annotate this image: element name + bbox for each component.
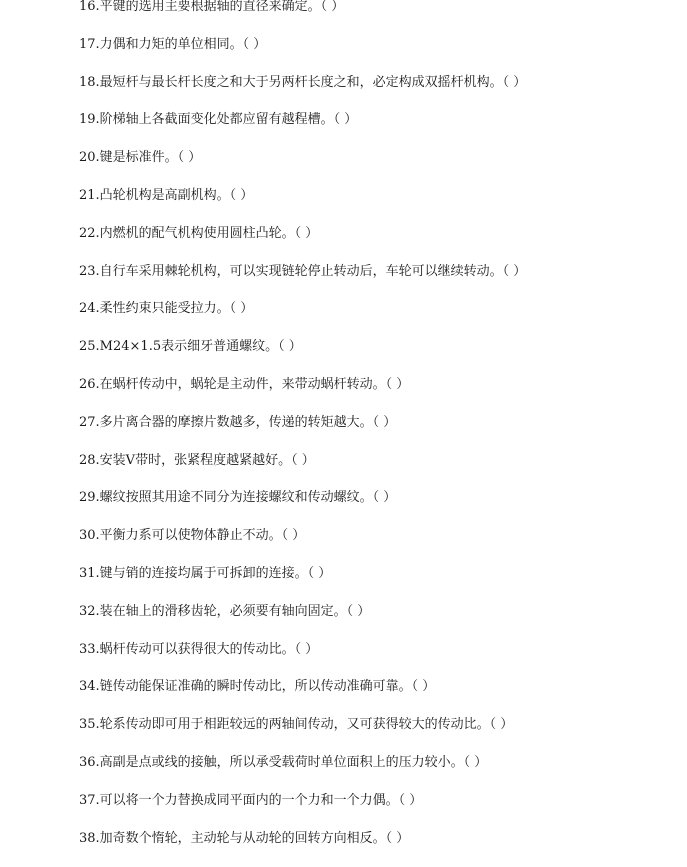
question-text: 35.轮系传动即可用于相距较远的两轴间传动，又可获得较大的传动比。（ ）	[79, 717, 514, 733]
question-text: 30.平衡力系可以使物体静止不动。（ ）	[79, 528, 306, 544]
question-text: 28.安装V带时，张紧程度越紧越好。（ ）	[79, 452, 315, 468]
question-item	[79, 111, 677, 149]
question-text: 34.链传动能保证准确的瞬时传动比，所以传动准确可靠。（ ）	[79, 679, 436, 695]
question-item	[79, 414, 677, 452]
question-text: 32.装在轴上的滑移齿轮，必须要有轴向固定。（ ）	[79, 603, 371, 619]
question-item	[79, 0, 677, 36]
question-item	[79, 830, 677, 867]
question-item	[79, 149, 677, 187]
question-text: 22.内燃机的配气机构使用圆柱凸轮。（ ）	[79, 225, 319, 241]
question-item	[79, 489, 677, 527]
question-item	[79, 527, 677, 565]
question-text: 37.可以将一个力替换成同平面内的一个力和一个力偶。（ ）	[79, 792, 423, 808]
question-item	[79, 565, 677, 603]
question-item	[79, 225, 677, 263]
question-item	[79, 792, 677, 830]
question-text: 17.力偶和力矩的单位相同。（ ）	[79, 36, 267, 52]
question-text: 38.加奇数个惰轮，主动轮与从动轮的回转方向相反。（ ）	[79, 830, 410, 846]
question-item	[79, 603, 677, 641]
question-text: 19.阶梯轴上各截面变化处都应留有越程槽。（ ）	[79, 112, 358, 128]
question-text: 27.多片离合器的摩擦片数越多，传递的转矩越大。（ ）	[79, 414, 397, 430]
question-item	[79, 36, 677, 74]
question-text: 31.键与销的连接均属于可拆卸的连接。（ ）	[79, 565, 332, 581]
question-item	[79, 74, 677, 112]
question-text: 25.M24×1.5表示细牙普通螺纹。（ ）	[79, 339, 302, 355]
question-item	[79, 376, 677, 414]
question-text: 26.在蜗杆传动中，蜗轮是主动件，来带动蜗杆转动。（ ）	[79, 376, 410, 392]
question-text: 16.平键的选用主要根据轴的直径来确定。（ ）	[79, 0, 345, 14]
question-text: 23.自行车采用棘轮机构，可以实现链轮停止转动后，车轮可以继续转动。（ ）	[79, 263, 527, 279]
question-item	[79, 678, 677, 716]
question-item	[79, 754, 677, 792]
question-text: 36.高副是点或线的接触，所以承受载荷时单位面积上的压力较小。（ ）	[79, 754, 488, 770]
question-item	[79, 452, 677, 490]
question-item	[79, 263, 677, 301]
question-item	[79, 187, 677, 225]
question-item	[79, 641, 677, 679]
question-text: 24.柔性约束只能受拉力。（ ）	[79, 301, 254, 317]
question-list	[79, 0, 677, 867]
question-text: 18.最短杆与最长杆长度之和大于另两杆长度之和，必定构成双摇杆机构。（ ）	[79, 74, 527, 90]
question-text: 29.螺纹按照其用途不同分为连接螺纹和传动螺纹。（ ）	[79, 490, 397, 506]
question-item	[79, 300, 677, 338]
question-text: 21.凸轮机构是高副机构。（ ）	[79, 187, 254, 203]
question-item	[79, 338, 677, 376]
question-text: 33.蜗杆传动可以获得很大的传动比。（ ）	[79, 641, 319, 657]
question-text: 20.键是标准件。（ ）	[79, 150, 202, 166]
question-item	[79, 716, 677, 754]
